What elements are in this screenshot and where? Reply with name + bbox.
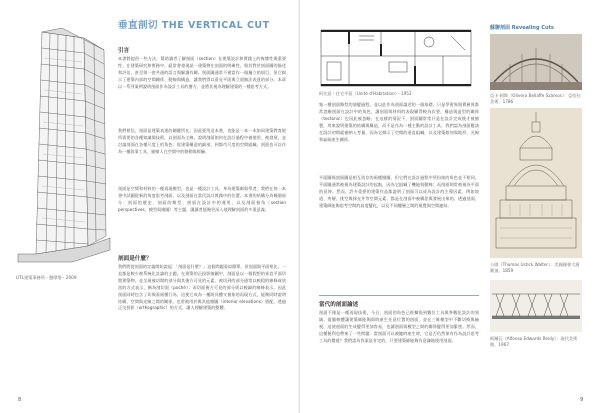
sidebar-caption-2: 公園（Thomas Ustick Walter）：美國國會大廈圓頂，1859 — [490, 262, 580, 273]
tower-cutaway-illustration — [12, 28, 112, 264]
why-section-paragraph: 我們將從剖面的定義開始說起：「剖面是什麼？」這個問題看似簡單，但剖面與平面相比，一直都是較少被系統化討論的主題。在建築的正投影繪圖中，剖面是以一個假想的垂直平面切開建築物，並呈現被切開的部分與其後方可見的元素。被切到的部分通常以較粗的線條或塗黑的方式表示，稱為剖切面（poché）；而切面後方可見的部分則以較細的線條表示。因此剖面同時包含了切與看兩種行為，這使它成為一種既具體又抽象的再現方式，能夠同時說明結構、空間與光線之間的關係，也常被用於與其他繪圖（interior elevations）搭配，透過正交投影（orthographic）的方式，讓人理解建築的整體。 — [118, 264, 286, 311]
sidebar-caption-1: 亞卡·阿斯（Olivera Bellaffe Szamos）：亞哈拉美術，1786 — [490, 93, 581, 104]
intro-paragraph-1: 本書將提供一些方法，幫助讀者了解剖面（section）在建築設計和實踐上的複雜性與重要性。在建築研究和實務中，絕常會發現某一建築物在剖面的明確性，與其對於剖面圖的描述和評估，甚至與一套共通的語言與解讀有關。剖面圖通常不被當作一個獨立的項目，但它揭示了建築內部的空間關係、動線與構造，讓我們得以看見平面與立面無法表達的部分。本章以一系列案例說明剖面作為設計工具的潛力，並將其視為理解建築的一種思考方式。 — [118, 56, 286, 89]
sidebar-image-3 — [490, 280, 582, 332]
chapter-title: 垂直剖切 THE VERTICAL CUT — [118, 20, 270, 31]
sidebar-image-2 — [490, 108, 582, 258]
plan-drawing — [319, 26, 475, 90]
right-paragraph-1: 集一種剖面類型的演變過程，並以此作為剖面論述的一個基礎。只是學術界與實務界都常忽略剖面在設計中的角色，讓剖面與材料的表現顯得較為次要，構造與造型的關係（tectonic）也因此被忽略。在這樣的情況下，剖面圖常常只是在設計完成後才被繪製，用來說明建築的結構與構造，而不是作為一種主動的設計工具。我們認為剖面應該在設計初期就被納入考量，因為它揭示了空間的垂直組織，以及建築如何與地形、光線和氣候產生關係。 — [319, 102, 479, 142]
plan-caption: 柯比意・住宅平面（Unité d'Habitation）・1952 — [319, 91, 412, 96]
right-paragraph-2: 平面圖與剖面圖是相互依存的兩種繪圖，但它們在設計過程中所扮演的角色並不相同。平面圖通常被視為建築設計的起點，因為它組織了機能與動線；而剖面則常被視為平面的延伸。然而，許多重要的建築作品都證明了剖面可以成為設計的主導因素，例如坡道、夾層、挑空與採光井等空間元素，都是在剖面中被構思與發展出來的。透過剖面，建築師能夠思考空間的高度變化，以及不同樓層之間的視覺與空間連結。 — [319, 175, 479, 208]
why-section-heading: 剖面是什麼？ — [118, 256, 152, 262]
right-page-number: 9 — [580, 397, 584, 403]
left-page-number: 8 — [18, 397, 22, 403]
contemporary-heading: 當代的剖面論述 — [319, 302, 359, 308]
sidebar-image-1 — [490, 34, 582, 90]
section-rule — [319, 295, 479, 296]
contemporary-paragraph: 剖面不僅是一種再現技術，今日，剖面的角色已經擴張到數位工具與參數化設計的領域。電腦軟體讓建築師能夠即時產生任意位置的剖面，並在三維模型中不斷切換與檢視，這使剖面的生成變得更加容易，也讓剖面與模型之間的關係變得更加緊密。然而，這種便利也帶來了一些問題：當剖面可以被隨時產生時，它是否仍然保有作為設計思考工具的價值？我們認為答案是肯定的，只要建築師能夠有意識地使用剖面。 — [319, 310, 479, 343]
intro-paragraph-2: 我們相信，剖面是建築表達的關鍵所在。因此要用這本書，也能是一本一本如同建築教育般所需要的各種知識與技術，以剖面為主線，說明剖面如何在設計過程中被使用、被發展，並討論剖面在各種尺度上的角色：從建築構造的細部，到都市尺度的空間組織。剖面也可以作為一種敘事工具，描繪人在空間中的移動與經驗。 — [118, 128, 286, 154]
intro-paragraph-3: 剖面是空間和材料的一種再現模型，也是一種設計工具，身為建築師與學者，我們在每一本書中試圖從新的角度思考剖面，以及剖面在當代設計實踐中的位置。本書的結構分為幾個部分：剖面的歷史、剖面的類型、剖面在設計中的運用，以及剖面視角（section perspectives、模型與繪圖）等主題，讓讀者能夠更深入地理解剖面的多重意義。 — [118, 186, 286, 212]
right-page — [300, 0, 600, 413]
intro-heading: 引言 — [118, 48, 130, 54]
sidebar-title: 蘇聯剖面 Revealing Cuts — [490, 25, 554, 31]
tower-figure-caption: UTL建築事務所・懸摩塔・2009 — [16, 275, 77, 280]
sidebar-caption-3: 阿爾瓦（Alfonso Edwards Reidy）：現代美術館，1967 — [490, 336, 578, 347]
